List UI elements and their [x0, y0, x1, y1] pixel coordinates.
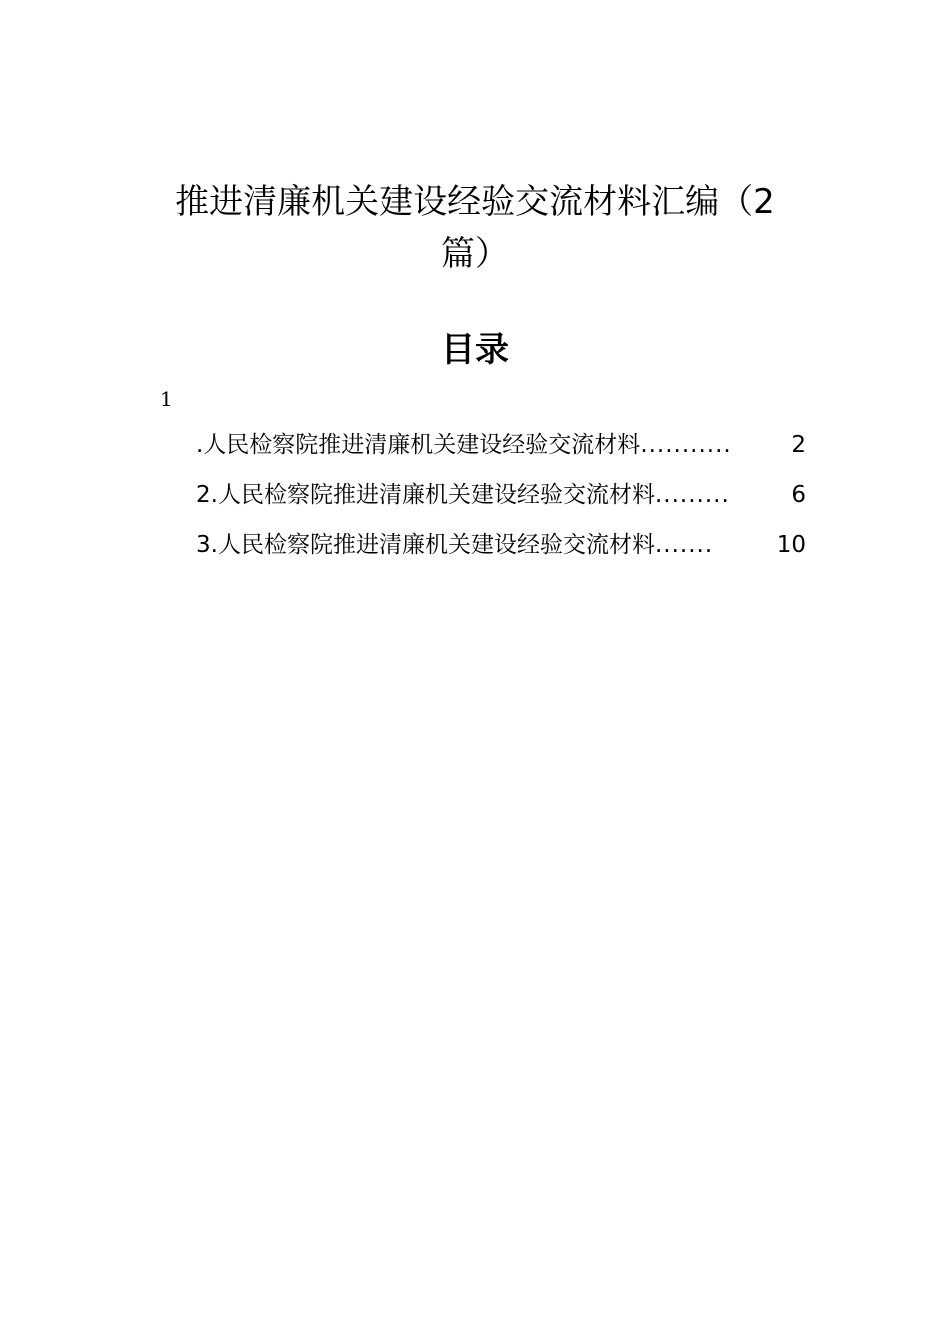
toc-entry-leader: ...........: [640, 432, 732, 458]
toc-entry-number: 3: [196, 532, 211, 558]
toc-entry-title: .人民检察院推进清廉机关建设经验交流材料: [196, 432, 641, 458]
toc-entry-leader: .........: [654, 482, 730, 508]
toc-entry-number: 2: [196, 482, 211, 508]
document-title: 推进清廉机关建设经验交流材料汇编（2篇）: [175, 182, 775, 274]
toc-entry-page: 2: [791, 432, 806, 458]
toc-heading: 目录: [441, 330, 509, 370]
toc-entry-3[interactable]: [196, 530, 806, 580]
toc-entry-leader: .......: [654, 532, 714, 558]
toc-entry-title: .人民检察院推进清廉机关建设经验交流材料: [210, 482, 655, 508]
toc-entry-1[interactable]: [196, 430, 806, 480]
toc-entry-title: .人民检察院推进清廉机关建设经验交流材料: [210, 532, 655, 558]
toc-entry-page: 6: [791, 482, 806, 508]
table-of-contents: [196, 430, 806, 580]
list-number: 1: [160, 387, 173, 411]
toc-entry-page: 10: [776, 532, 806, 558]
toc-entry-2[interactable]: [196, 480, 806, 530]
